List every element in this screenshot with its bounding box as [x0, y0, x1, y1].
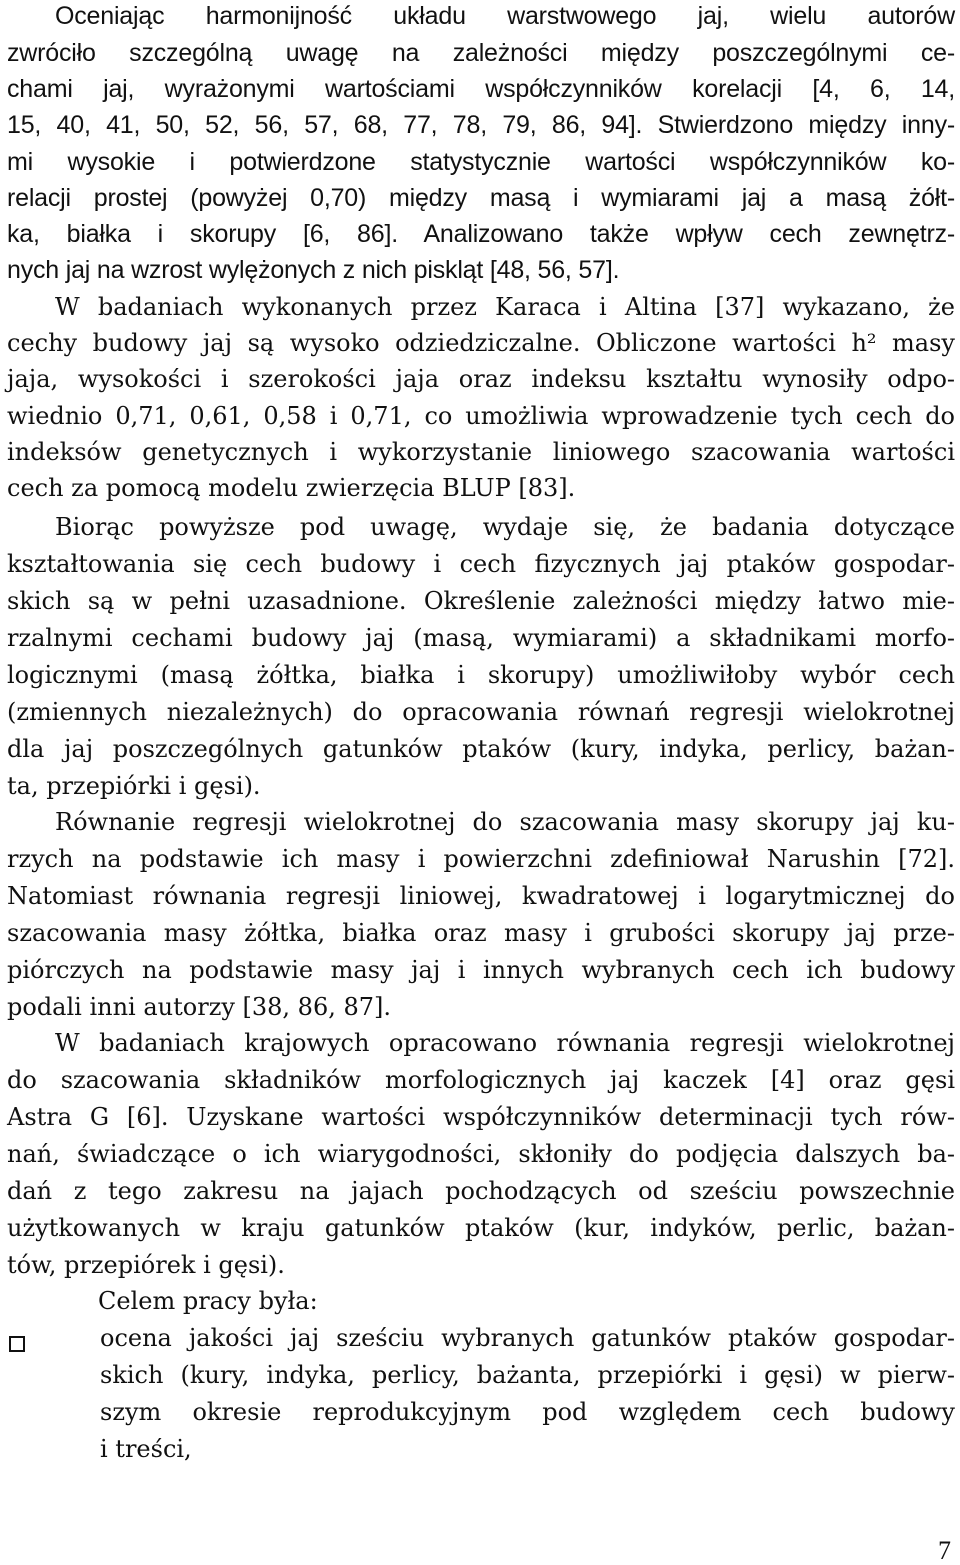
paragraph-line: chami jaj, wyrażonymi wartościami współczynników korelacji [4, 6, 14, [7, 75, 955, 103]
paragraph-line: rzych na podstawie ich masy i powierzchni zdefiniował Narushin [72]. [7, 845, 955, 873]
checkbox-bullet-icon [9, 1336, 25, 1352]
paragraph-line: skich są w pełni uzasadnione. Określenie zależności między łatwo mie- [7, 587, 955, 615]
paragraph-line: zwróciło szczególną uwagę na zależności między poszczególnymi ce- [7, 39, 955, 67]
paragraph-line: W badaniach wykonanych przez Karaca i Altina [37] wykazano, że [55, 293, 955, 321]
paragraph-line: indeksów genetycznych i wykorzystanie liniowego szacowania wartości [7, 438, 955, 466]
paragraph-line: nań, świadczące o ich wiarygodności, skłoniły do podjęcia dalszych ba- [7, 1140, 955, 1168]
list-item-line: szym okresie reprodukcyjnym pod względem cech budowy [100, 1398, 955, 1426]
paragraph-line: W badaniach krajowych opracowano równania regresji wielokrotnej [55, 1029, 955, 1057]
paragraph-line: ka, białka i skorupy [6, 86]. Analizowano także wpływ cech zewnętrz- [7, 220, 955, 248]
paragraph-line: ta, przepiórki i gęsi). [7, 772, 261, 800]
list-item-line: i treści, [100, 1435, 192, 1463]
paragraph-line: relacji prostej (powyżej 0,70) między masą i wymiarami jaj a masą żółt- [7, 184, 955, 212]
paragraph-line: logicznymi (masą żółtka, białka i skorupy) umożliwiłoby wybór cech [7, 661, 955, 689]
paragraph-line: rzalnymi cechami budowy jaj (masą, wymiarami) a składnikami morfo- [7, 624, 955, 652]
paragraph-line: cech za pomocą modelu zwierzęcia BLUP [83]. [7, 474, 576, 502]
paragraph-line: 15, 40, 41, 50, 52, 56, 57, 68, 77, 78, 79, 86, 94]. Stwierdzono między inny- [7, 111, 955, 139]
paragraph-line: (zmiennych niezależnych) do opracowania równań regresji wielokrotnej [7, 698, 955, 726]
paragraph-line: kształtowania się cech budowy i cech fizycznych jaj ptaków gospodar- [7, 550, 955, 578]
paragraph-line: dań z tego zakresu na jajach pochodzących od sześciu powszechnie [7, 1177, 955, 1205]
paragraph-line: mi wysokie i potwierdzone statystycznie wartości współczynników ko- [7, 148, 955, 176]
paragraph-line: nych jaj na wzrost wylężonych z nich piskląt [48, 56, 57]. [7, 256, 620, 284]
paragraph-line: Równanie regresji wielokrotnej do szacowania masy skorupy jaj ku- [55, 808, 955, 836]
paragraph-line: podali inni autorzy [38, 86, 87]. [7, 993, 392, 1021]
list-item-line: ocena jakości jaj sześciu wybranych gatunków ptaków gospodar- [100, 1324, 955, 1352]
page-number: 7 [938, 1536, 951, 1565]
paragraph-line: Astra G [6]. Uzyskane wartości współczynników determinacji tych rów- [7, 1103, 955, 1131]
paragraph-line: Biorąc powyższe pod uwagę, wydaje się, że badania dotyczące [55, 513, 955, 541]
list-item-line: skich (kury, indyka, perlicy, bażanta, przepiórki i gęsi) w pierw- [100, 1361, 955, 1389]
paragraph-line: użytkowanych w kraju gatunków ptaków (kur, indyków, perlic, bażan- [7, 1214, 955, 1242]
paragraph-line: tów, przepiórek i gęsi). [7, 1251, 285, 1279]
paragraph-line: Natomiast równania regresji liniowej, kwadratowej i logarytmicznej do [7, 882, 955, 910]
aim-heading: Celem pracy była: [98, 1287, 318, 1315]
paragraph-line: piórczych na podstawie masy jaj i innych wybranych cech ich budowy [7, 956, 955, 984]
paragraph-line: wiednio 0,71, 0,61, 0,58 i 0,71, co umożliwia wprowadzenie tych cech do [7, 402, 955, 430]
paragraph-line: szacowania masy żółtka, białka oraz masy i grubości skorupy jaj prze- [7, 919, 955, 947]
paragraph-line: Oceniając harmonijność układu warstwowego jaj, wielu autorów [55, 2, 955, 30]
paragraph-line: jaja, wysokości i szerokości jaja oraz indeksu kształtu wynosiły odpo- [7, 365, 955, 393]
paragraph-line: cechy budowy jaj są wysoko odziedziczalne. Obliczone wartości h² masy [7, 329, 955, 357]
paragraph-line: do szacowania składników morfologicznych jaj kaczek [4] oraz gęsi [7, 1066, 955, 1094]
paragraph-line: dla jaj poszczególnych gatunków ptaków (kury, indyka, perlicy, bażan- [7, 735, 955, 763]
